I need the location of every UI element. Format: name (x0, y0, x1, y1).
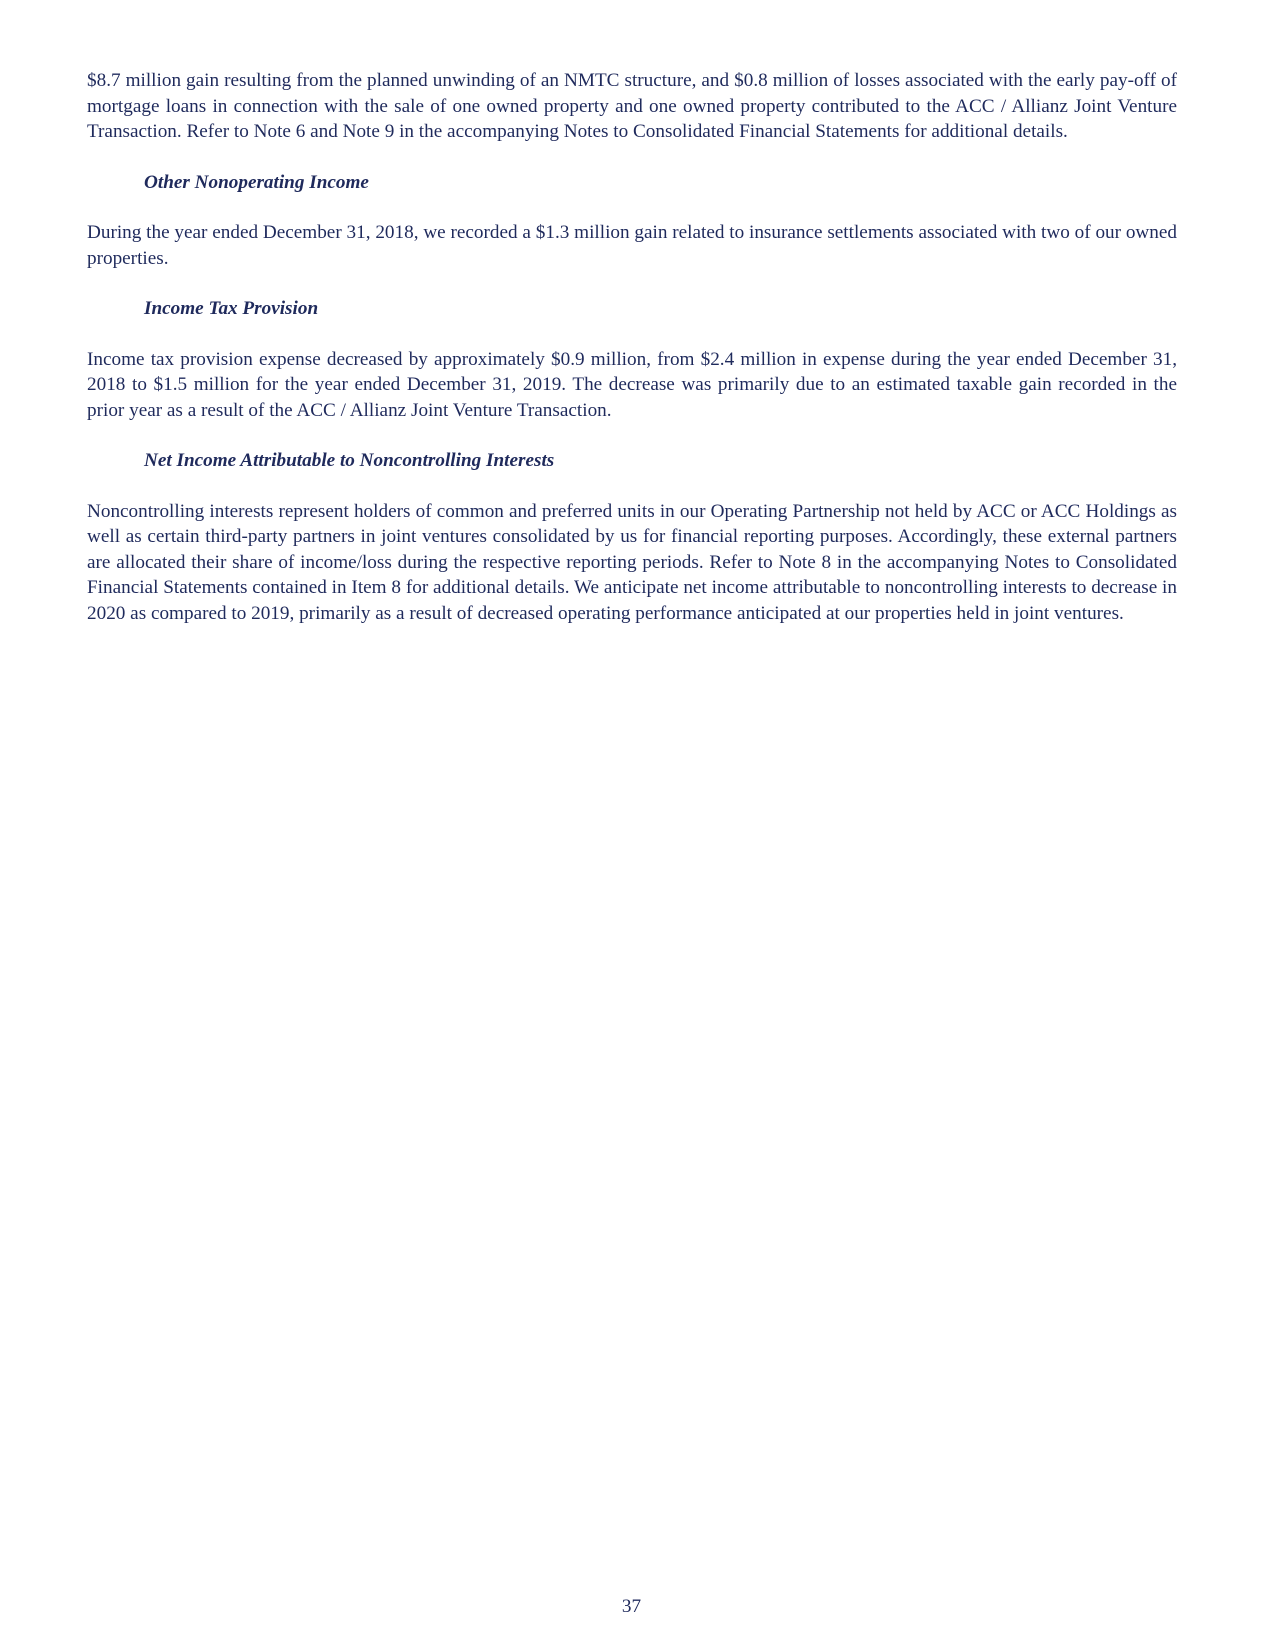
heading-noncontrolling-interests: Net Income Attributable to Noncontrolling Interests (144, 450, 555, 471)
paragraph-noncontrolling-interests: Noncontrolling interests represent holders of common and preferred units in our Operating Partnership not held by ACC or ACC Holdings as well as certain third-party partners in joint ventures consolidated by us for financial reporting purposes. Accordingly, these external partners are allocated their share of income/loss during the respective reporting periods. Refer to Note 8 in the accompanying Notes to Consolidated Financial Statements contained in Item 8 for additional details. We anticipate net income attributable to noncontrolling interests to decrease in 2020 as compared to 2019, primarily as a result of decreased operating performance anticipated at our properties held in joint ventures. (87, 500, 1177, 624)
document-page (87, 68, 1177, 626)
paragraph-insurance-gain: During the year ended December 31, 2018, we recorded a $1.3 million gain related to insurance settlements associated with two of our owned properties. (87, 222, 1177, 269)
heading-other-nonoperating-income: Other Nonoperating Income (144, 171, 369, 193)
paragraph-nmtc-gain: $8.7 million gain resulting from the planned unwinding of an NMTC structure, and $0.8 million of losses associated with the early pay-off of mortgage loans in connection with the sale of one owned property and one owned property contributed to the ACC / Allianz Joint Venture Transaction. Refer to Note 6 and Note 9 in the accompanying Notes to Consolidated Financial Statements for additional details. (87, 70, 1177, 142)
page-number: 37 (621, 1596, 642, 1617)
paragraph-income-tax: Income tax provision expense decreased by approximately $0.9 million, from $2.4 million in expense during the year ended December 31, 2018 to $1.5 million for the year ended December 31, 2019. The decrease was primarily due to an estimated taxable gain recorded in the prior year as a result of the ACC / Allianz Joint Venture Transaction. (87, 348, 1177, 421)
heading-income-tax-provision: Income Tax Provision (144, 298, 319, 319)
